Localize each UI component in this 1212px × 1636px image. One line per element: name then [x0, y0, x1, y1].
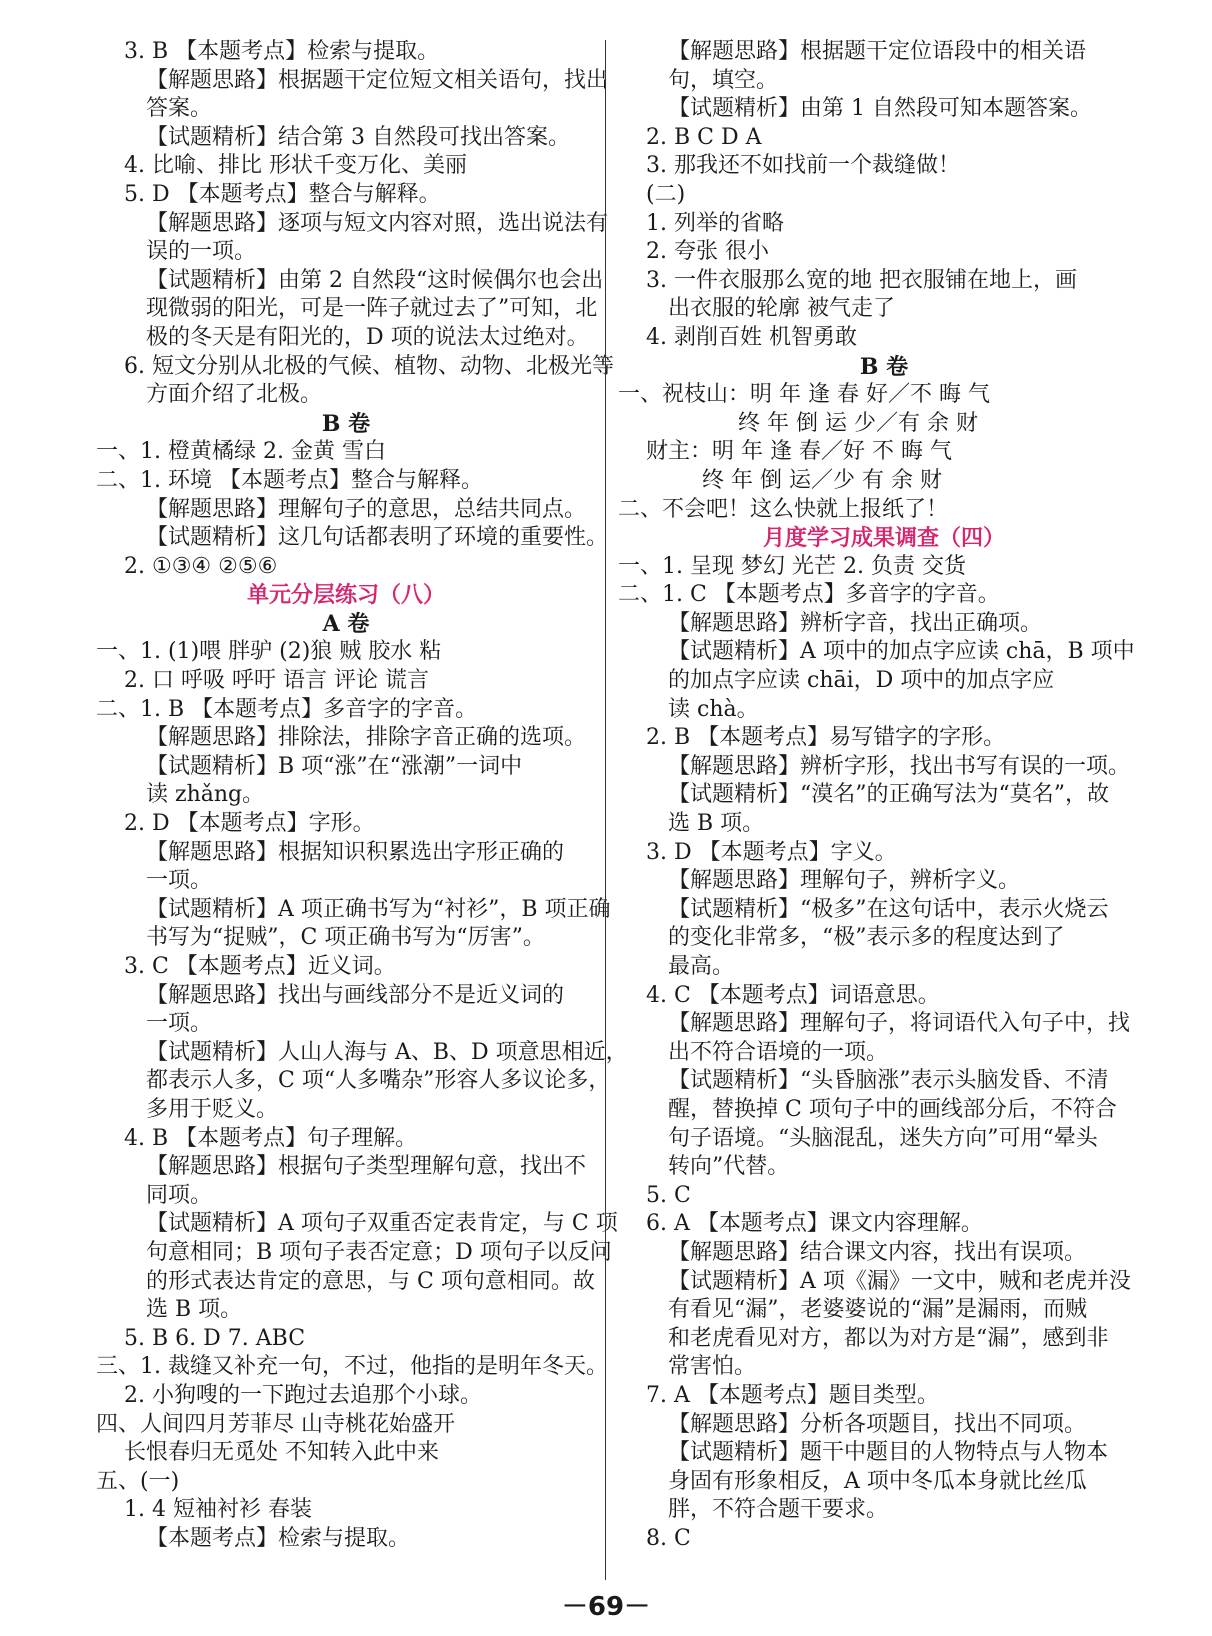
text-line: 1. 4 短袖衬衫 春装	[124, 1497, 312, 1523]
text-line: 【解题思路】理解句子的意思，总结共同点。	[146, 496, 587, 522]
text-line: 2. 小狗嗖的一下跑过去追那个小球。	[124, 1382, 482, 1408]
text-line: 【解题思路】根据题干定位短文相关语句，找出	[146, 67, 609, 93]
text-line: 出衣服的轮廓 被气走了	[668, 296, 895, 322]
text-line: 答案。	[146, 96, 213, 122]
text-line: 4. B 【本题考点】句子理解。	[124, 1125, 418, 1151]
text-line: 四、人间四月芳菲尽 山寺桃花始盛开	[96, 1411, 455, 1437]
text-line: 财主：明 年 逢 春／好 不 晦 气	[646, 439, 952, 465]
text-line: 一项。	[146, 1011, 213, 1037]
text-line: 一、1. 橙黄橘绿 2. 金黄 雪白	[96, 439, 386, 465]
text-line: 【解题思路】分析各项题目，找出不同项。	[668, 1411, 1087, 1437]
text-line: 3. 一件衣服那么宽的地 把衣服铺在地上，画	[646, 267, 1077, 293]
text-line: 终 年 倒 运 少／有 余 财	[738, 410, 978, 436]
text-line: 二、1. B 【本题考点】多音字的字音。	[96, 696, 478, 722]
text-line: 选 B 项。	[668, 811, 765, 837]
text-line: 5. B 6. D 7. ABC	[124, 1325, 306, 1351]
right-column	[618, 38, 1150, 1553]
text-line: 8. C	[646, 1525, 691, 1551]
text-line: 终 年 倒 运／少 有 余 财	[702, 467, 942, 493]
text-line: 【试题精析】结合第 3 自然段可找出答案。	[146, 124, 570, 150]
page-number: －69－	[561, 1592, 651, 1622]
text-line: 一、1. 呈现 梦幻 光芒 2. 负责 交货	[618, 553, 966, 579]
text-line: 句子语境。“头脑混乱，迷失方向”可用“晕头	[668, 1125, 1098, 1151]
text-line: 2. 夸张 很小	[646, 239, 769, 265]
volume-heading: B 卷	[859, 353, 909, 380]
text-line: 【试题精析】题干中题目的人物特点与人物本	[668, 1440, 1109, 1466]
text-line: 4. 剥削百姓 机智勇敢	[646, 324, 857, 350]
text-line: 【试题精析】“头昏脑涨”表示头脑发昏、不清	[668, 1068, 1109, 1094]
text-line: 和老虎看见对方，都以为对方是“漏”，感到非	[668, 1325, 1109, 1351]
text-line: 【试题精析】B 项“涨”在“涨潮”一词中	[146, 753, 523, 779]
text-line: 【解题思路】根据句子类型理解句意，找出不	[146, 1154, 587, 1180]
text-line: 2. B 【本题考点】易写错字的字形。	[646, 725, 1006, 751]
text-line: 一、1. (1)喂 胖驴 (2)狼 贼 胶水 粘	[96, 639, 442, 665]
text-line: 【解题思路】排除法，排除字音正确的选项。	[146, 725, 587, 751]
text-line: 【试题精析】A 项中的加点字应读 chā，B 项中	[668, 639, 1135, 665]
text-line: 2. B C D A	[646, 124, 762, 150]
text-line: 转向”代替。	[668, 1154, 790, 1180]
text-line: 的变化非常多，“极”表示多的程度达到了	[668, 925, 1065, 951]
text-line: 4. 比喻、排比 形状千变万化、美丽	[124, 153, 467, 179]
text-line: 多用于贬义。	[146, 1096, 279, 1122]
text-line: 【解题思路】逐项与短文内容对照，选出说法有	[146, 210, 609, 236]
text-line: 误的一项。	[146, 239, 257, 265]
text-line: 醒，替换掉 C 项句子中的画线部分后，不符合	[668, 1096, 1117, 1122]
text-line: (二)	[646, 181, 686, 207]
text-line: 【解题思路】辨析字形，找出书写有误的一项。	[668, 753, 1131, 779]
text-line: 2. 口 呼吸 呼吁 语言 评论 谎言	[124, 668, 429, 694]
text-line: 【解题思路】理解句子，辨析字义。	[668, 868, 1021, 894]
text-line: 胖，不符合题干要求。	[668, 1497, 889, 1523]
text-line: 三、1. 裁缝又补充一句，不过，他指的是明年冬天。	[96, 1354, 608, 1380]
text-line: 极的冬天是有阳光的，D 项的说法太过绝对。	[146, 324, 589, 350]
text-line: 4. C 【本题考点】词语意思。	[646, 982, 940, 1008]
text-line: 的加点字应读 chāi，D 项中的加点字应	[668, 668, 1055, 694]
text-line: 现微弱的阳光，可是一阵子就过去了”可知，北	[146, 296, 598, 322]
text-line: 【试题精析】由第 1 自然段可知本题答案。	[668, 96, 1092, 122]
text-line: 有看见“漏”，老婆婆说的“漏”是漏雨，而贼	[668, 1297, 1087, 1323]
text-line: 一、祝枝山：明 年 逢 春 好／不 晦 气	[618, 382, 990, 408]
text-line: 都表示人多，C 项“人多嘴杂”形容人多议论多，	[146, 1068, 611, 1094]
volume-heading: B 卷	[321, 410, 371, 437]
text-line: 句，填空。	[668, 67, 779, 93]
text-line: 1. 列举的省略	[646, 210, 784, 236]
text-line: 的形式表达肯定的意思，与 C 项句意相同。故	[146, 1268, 595, 1294]
text-line: 选 B 项。	[146, 1297, 243, 1323]
text-line: 6. 短文分别从北极的气候、植物、动物、北极光等	[124, 353, 614, 379]
left-column	[96, 38, 628, 1553]
text-line: 【解题思路】理解句子，将词语代入句子中，找	[668, 1011, 1131, 1037]
text-line: 【试题精析】由第 2 自然段“这时候偶尔也会出	[146, 267, 604, 293]
text-line: 【试题精析】“极多”在这句话中，表示火烧云	[668, 896, 1109, 922]
text-line: 【试题精析】A 项正确书写为“衬衫”，B 项正确	[146, 896, 611, 922]
text-line: 最高。	[668, 954, 735, 979]
text-line: 【本题考点】检索与提取。	[146, 1525, 411, 1551]
text-line: 5. C	[646, 1182, 691, 1208]
text-line: 【试题精析】A 项句子双重否定表肯定，与 C 项	[146, 1211, 618, 1237]
text-line: 二、1. C 【本题考点】多音字的字音。	[618, 582, 1000, 608]
text-line: 五、(一)	[96, 1468, 180, 1494]
text-line: 3. C 【本题考点】近义词。	[124, 954, 396, 979]
text-line: 【试题精析】A 项《漏》一文中，贼和老虎并没	[668, 1268, 1131, 1294]
text-line: 【解题思路】找出与画线部分不是近义词的	[146, 982, 565, 1008]
text-line: 【解题思路】结合课文内容，找出有误项。	[668, 1239, 1087, 1265]
text-line: 二、1. 环境 【本题考点】整合与解释。	[96, 467, 483, 493]
text-line: 2. D 【本题考点】字形。	[124, 811, 375, 837]
text-line: 7. A 【本题考点】题目类型。	[646, 1382, 939, 1408]
text-line: 出不符合语境的一项。	[668, 1039, 889, 1065]
column-divider	[605, 40, 606, 1580]
text-line: 3. D 【本题考点】字义。	[646, 839, 897, 865]
text-line: 【解题思路】辨析字音，找出正确项。	[668, 610, 1043, 636]
text-line: 常害怕。	[668, 1354, 757, 1380]
text-line: 同项。	[146, 1182, 213, 1208]
text-line: 【试题精析】这几句话都表明了环境的重要性。	[146, 525, 609, 551]
text-line: 长恨春归无觅处 不知转入此中来	[124, 1440, 439, 1466]
text-line: 【解题思路】根据知识积累选出字形正确的	[146, 839, 565, 865]
text-line: 6. A 【本题考点】课文内容理解。	[646, 1211, 983, 1237]
text-line: 书写为“捉贼”，C 项正确书写为“厉害”。	[146, 925, 545, 951]
text-line: 【解题思路】根据题干定位语段中的相关语	[668, 39, 1087, 64]
text-line: 【试题精析】“漠名”的正确写法为“莫名”，故	[668, 782, 1109, 808]
text-line: 3. 那我还不如找前一个裁缝做！	[646, 153, 960, 179]
section-heading: 单元分层练习（八）	[246, 582, 445, 609]
text-line: 【试题精析】人山人海与 A、B、D 项意思相近，	[146, 1039, 628, 1065]
text-line: 方面介绍了北极。	[146, 382, 323, 408]
text-line: 读 zhǎng。	[146, 782, 265, 808]
text-line: 一项。	[146, 868, 213, 894]
section-heading: 月度学习成果调查（四）	[762, 525, 1005, 552]
text-line: 句意相同；B 项句子表否定意；D 项句子以反问	[146, 1239, 612, 1265]
text-line: 2. ①③④ ②⑤⑥	[124, 553, 278, 579]
volume-heading: A 卷	[322, 610, 370, 637]
text-line: 读 chà。	[668, 696, 759, 722]
text-line: 5. D 【本题考点】整合与解释。	[124, 181, 441, 207]
text-line: 二、不会吧！这么快就上报纸了！	[618, 496, 949, 522]
text-line: 3. B 【本题考点】检索与提取。	[124, 39, 440, 64]
text-line: 身固有形象相反，A 项中冬瓜本身就比丝瓜	[668, 1468, 1087, 1494]
